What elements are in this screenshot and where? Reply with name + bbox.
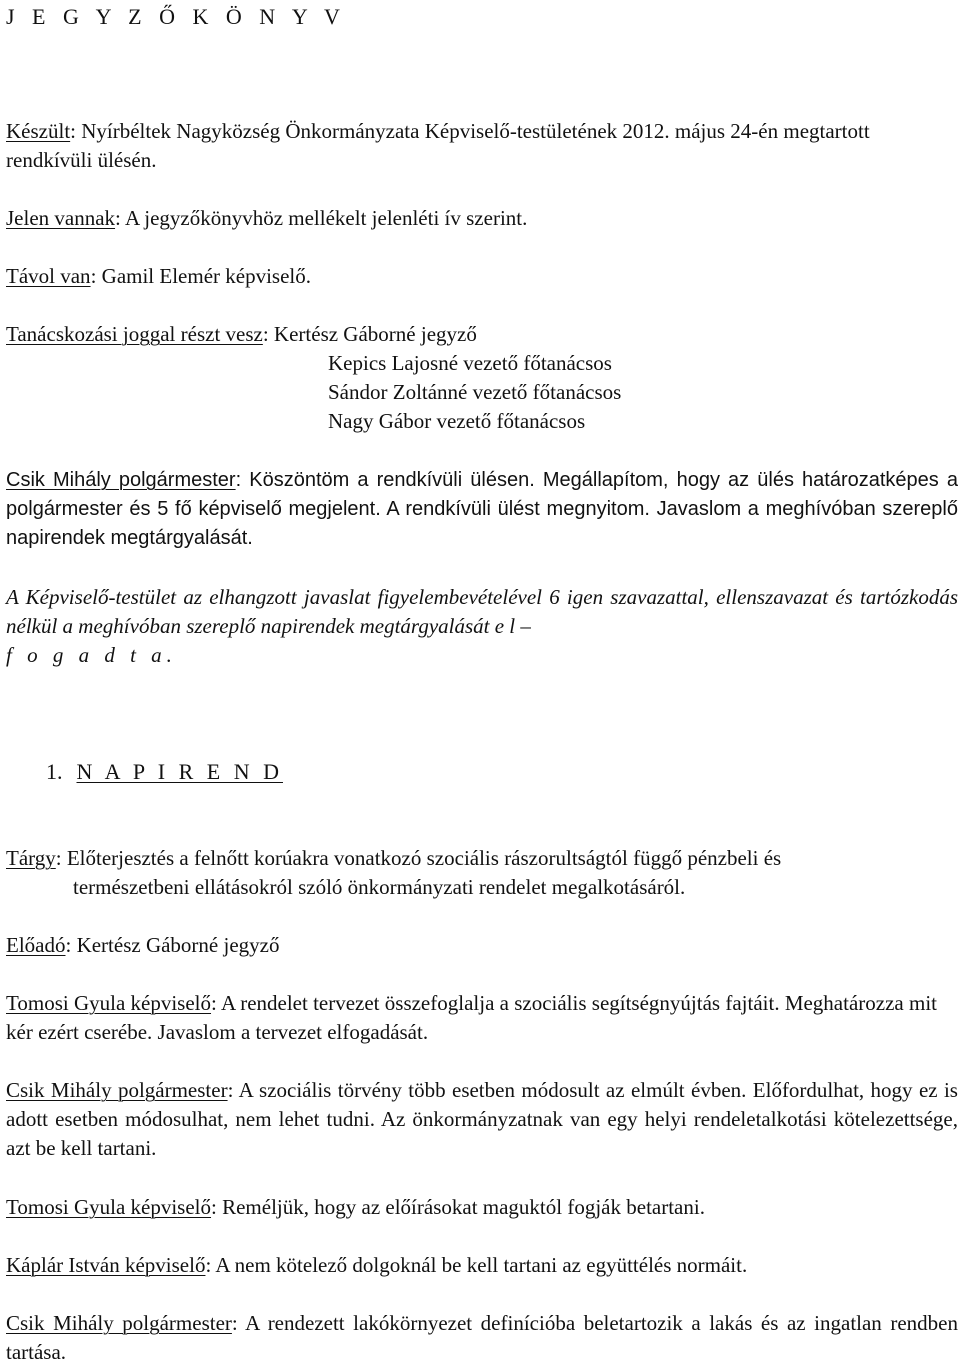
tavol-label: Távol van	[6, 264, 91, 288]
agenda-heading	[46, 757, 283, 786]
document-title: J E G Y Z Ő K Ö N Y V	[6, 4, 346, 29]
targy-paragraph	[6, 844, 958, 902]
tanacskozasi-first: : Kertész Gáborné jegyző	[262, 322, 477, 346]
jelen-label: Jelen vannak	[6, 206, 116, 230]
targy-line1: : Előterjesztés a felnőtt korúakra vonatkozó szociális rászorultságtól függő pénzbeli és	[55, 846, 782, 870]
speaker-label: Káplár István képviselő	[6, 1253, 206, 1277]
agenda-word: N A P I R E N D	[76, 759, 283, 784]
speaker-label: Csik Mihály polgármester	[6, 469, 236, 491]
targy-label: Tárgy	[6, 846, 56, 870]
speaker-label: Tomosi Gyula képviselő	[6, 991, 212, 1015]
decision-paragraph	[6, 583, 958, 670]
tanacskozasi-block	[6, 320, 958, 436]
speaker-label: Tomosi Gyula képviselő	[6, 1195, 212, 1219]
speech-text: : A rendelet tervezet összefoglalja a szociális segítségnyújtás fajtáit. Meghatározza mit kér ezért cserébe. Javaslom a tervezet elfogadását.	[6, 991, 937, 1044]
mayor-paragraph-3	[6, 1309, 958, 1367]
tomosi-paragraph-2	[6, 1193, 958, 1222]
tavol-text: : Gamil Elemér képviselő.	[90, 264, 312, 288]
jelen-paragraph	[6, 204, 958, 233]
agenda-number: 1.	[46, 759, 63, 784]
speech-text: : Köszöntöm a rendkívüli ülésen. Megállapítom, hogy az ülés határozatképes a polgármester és 5 fő képviselő megjelent. A rendkívüli ülést megnyitom. Javaslom a meghívóban szereplő napirendek megtárgyalását.	[6, 469, 959, 549]
tomosi-paragraph-1	[6, 989, 958, 1047]
eloado-label: Előadó	[6, 933, 66, 957]
tanacskozasi-label: Tanácskozási joggal részt vesz	[6, 322, 263, 346]
keszult-paragraph	[6, 117, 958, 175]
eloado-text: : Kertész Gáborné jegyző	[65, 933, 280, 957]
tavol-paragraph	[6, 262, 958, 291]
tanacskozasi-attendee: Kepics Lajosné vezető főtanácsos	[328, 351, 612, 375]
eloado-paragraph	[6, 931, 958, 960]
speaker-label: Csik Mihály polgármester	[6, 1078, 228, 1102]
mayor-opening-paragraph	[6, 466, 958, 553]
targy-line2: természetbeni ellátásokról szóló önkormányzati rendelet megalkotásáról.	[73, 875, 686, 899]
mayor-paragraph-2	[6, 1076, 958, 1163]
kaplar-paragraph	[6, 1251, 958, 1280]
tanacskozasi-attendee: Nagy Gábor vezető főtanácsos	[328, 409, 586, 433]
keszult-text: : Nyírbéltek Nagyközség Önkormányzata Képviselő-testületének 2012. május 24-én megtartott rendkívüli ülésén.	[6, 119, 870, 172]
speech-text: : A rendezett lakókörnyezet definícióba beletartozik a lakás és az ingatlan rendben tartása.	[6, 1311, 958, 1364]
speaker-label: Csik Mihály polgármester	[6, 1311, 232, 1335]
speech-text: : Reméljük, hogy az előírásokat maguktól fogják betartani.	[211, 1195, 705, 1219]
jelen-text: : A jegyzőkönyvhöz mellékelt jelenléti ív szerint.	[115, 206, 528, 230]
speech-text: : A nem kötelező dolgoknál be kell tartani az együttélés normáit.	[205, 1253, 748, 1277]
tanacskozasi-attendee: Sándor Zoltánné vezető főtanácsos	[328, 380, 622, 404]
keszult-label: Készült	[6, 119, 71, 143]
speech-text: : A szociális törvény több esetben módosult az elmúlt évben. Előfordulhat, hogy ez is adott esetben módosulhat, nem lehet tudni. Az önkormányzatnak van egy helyi rendeletalkotási kötelezettsége, azt be kell tartani.	[6, 1078, 958, 1160]
decision-text: A Képviselő-testület az elhangzott javaslat figyelembevételével 6 igen szavazattal, ellenszavazat és tartózkodás nélkül a meghívóban szereplő napirendek megtárgyalását e l –	[6, 585, 958, 638]
decision-end: f o g a d t a.	[6, 643, 177, 667]
